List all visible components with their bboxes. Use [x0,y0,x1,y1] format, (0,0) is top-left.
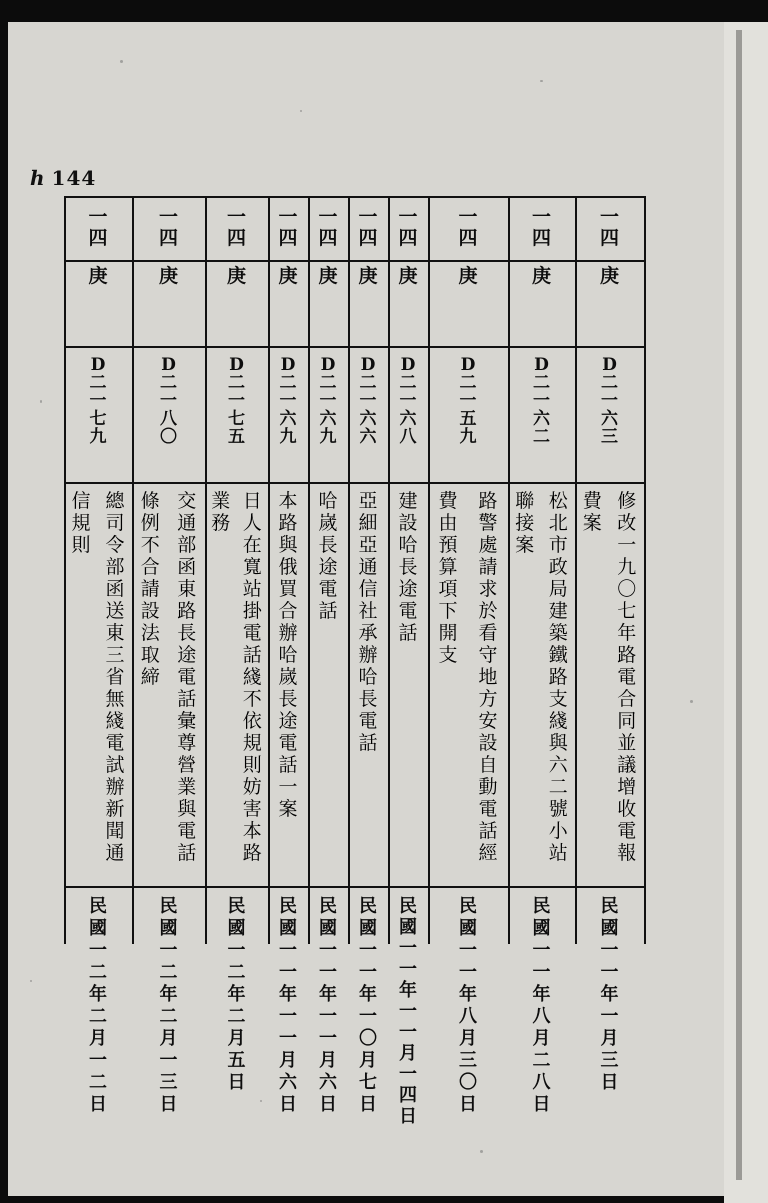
date-text: 民 國 一 一 年 一 一 月 六 日 [319,896,337,1115]
code-text: D 二 一 六 八 [399,355,417,447]
date-text: 民 國 一 一 年 一 一 月 一 四 日 [399,896,417,1127]
date-cell [388,896,428,1136]
subject-cell [428,490,508,882]
subject-cell [64,490,132,882]
page-number-text: 144 [51,166,97,190]
category-cell [132,202,205,254]
subject-text: 松 北 市 政 局 建 築 鐵 路 支 綫 與 六 二 號 小 站 [548,490,568,864]
category-cell [348,202,388,254]
category-text: 一 四 [226,206,246,249]
year-cell [348,266,388,306]
subject-continuation-text: 信 規 則 [71,490,91,556]
category-text: 一 四 [599,206,619,249]
year-text: 庚 [318,265,338,287]
year-text: 庚 [599,265,619,287]
year-text: 庚 [358,265,378,287]
category-text: 一 四 [531,206,551,249]
subject-text: 修 改 一 九 〇 七 年 路 電 合 同 並 議 增 收 電 報 [617,490,637,864]
page-edge [736,30,742,1180]
subject-cell [508,490,575,882]
year-cell [205,266,268,306]
year-text: 庚 [531,265,551,287]
category-cell [388,202,428,254]
date-text: 民 國 一 二 年 二 月 一 三 日 [159,896,178,1115]
year-text: 庚 [458,265,478,287]
year-cell [64,266,132,306]
year-cell [388,266,428,306]
date-text: 民 國 一 一 年 一 月 三 日 [600,896,619,1093]
code-cell [268,356,308,476]
year-cell [508,266,575,306]
year-text: 庚 [88,265,108,287]
category-text: 一 四 [398,206,418,249]
date-cell [348,896,388,1136]
code-cell [388,356,428,476]
subject-cell [132,490,205,882]
code-cell [205,356,268,476]
code-text: D 二 一 六 三 [601,355,618,447]
year-cell [132,266,205,306]
subject-text: 日 人 在 寬 站 掛 電 話 綫 不 依 規 則 妨 害 本 路 [242,490,262,864]
code-text: D 二 一 七 九 [89,355,107,447]
date-text: 民 國 一 一 年 八 月 二 八 日 [532,896,551,1115]
subject-continuation-text: 費 案 [582,490,602,534]
subject-text: 本 路 與 俄 買 合 辦 哈 嵗 長 途 電 話 一 案 [278,490,298,820]
date-cell [268,896,308,1136]
subject-cell [388,490,428,882]
year-cell [428,266,508,306]
code-text: D 二 一 六 九 [319,355,337,447]
year-cell [268,266,308,306]
subject-cell [348,490,388,882]
code-cell [64,356,132,476]
code-text: D 二 一 六 六 [359,355,377,447]
subject-cell [268,490,308,882]
code-cell [575,356,644,476]
subject-continuation-text: 條 例 不 合 請 設 法 取 締 [140,490,160,688]
year-cell [308,266,348,306]
code-cell [308,356,348,476]
subject-continuation-text: 聯 接 案 [515,490,535,556]
code-text: D 二 一 七 五 [228,355,245,447]
date-cell [132,896,205,1136]
year-text: 庚 [398,265,418,287]
subject-text: 哈 嵗 長 途 電 話 [318,490,338,622]
category-text: 一 四 [88,206,108,249]
category-cell [508,202,575,254]
subject-text: 建 設 哈 長 途 電 話 [398,490,418,644]
code-cell [348,356,388,476]
subject-cell [205,490,268,882]
category-cell [308,202,348,254]
year-cell [575,266,644,306]
date-cell [205,896,268,1136]
category-cell [428,202,508,254]
date-cell [64,896,132,1136]
category-text: 一 四 [278,206,298,249]
category-cell [575,202,644,254]
date-text: 民 國 一 二 年 二 月 一 二 日 [89,896,107,1115]
code-cell [508,356,575,476]
category-cell [268,202,308,254]
code-cell [132,356,205,476]
date-cell [508,896,575,1136]
category-text: 一 四 [158,206,178,249]
year-text: 庚 [226,265,246,287]
code-text: D 二 一 八 〇 [160,355,177,447]
category-cell [64,202,132,254]
category-text: 一 四 [458,206,478,249]
subject-cell [308,490,348,882]
subject-continuation-text: 業 務 [211,490,231,534]
subject-text: 路 警 處 請 求 於 看 守 地 方 安 設 自 動 電 話 經 [478,490,498,864]
archive-index-table [64,196,646,1127]
subject-text: 亞 細 亞 通 信 社 承 辦 哈 長 電 話 [358,490,378,754]
date-cell [575,896,644,1136]
code-text: D 二 一 六 二 [533,355,550,447]
category-text: 一 四 [318,206,338,249]
year-text: 庚 [158,265,178,287]
code-cell [428,356,508,476]
category-cell [205,202,268,254]
page-mark: ℎ [30,166,46,190]
year-text: 庚 [278,265,298,287]
code-text: D 二 一 六 九 [279,355,297,447]
date-cell [428,896,508,1136]
category-text: 一 四 [358,206,378,249]
subject-cell [575,490,644,882]
date-text: 民 國 一 一 年 八 月 三 〇 日 [459,896,477,1115]
subject-continuation-text: 費 由 預 算 項 下 開 支 [438,490,458,666]
date-text: 民 國 一 二 年 二 月 五 日 [227,896,246,1093]
page-number [30,166,96,190]
date-cell [308,896,348,1136]
book-spine [724,22,768,1203]
date-text: 民 國 一 一 年 一 〇 月 七 日 [359,896,377,1115]
date-text: 民 國 一 一 年 一 一 月 六 日 [279,896,297,1115]
subject-text: 總 司 令 部 函 送 東 三 省 無 綫 電 試 辦 新 聞 通 [105,490,125,864]
subject-text: 交 通 部 函 東 路 長 途 電 話 彙 尊 營 業 與 電 話 [177,490,197,864]
code-text: D 二 一 五 九 [459,355,477,447]
